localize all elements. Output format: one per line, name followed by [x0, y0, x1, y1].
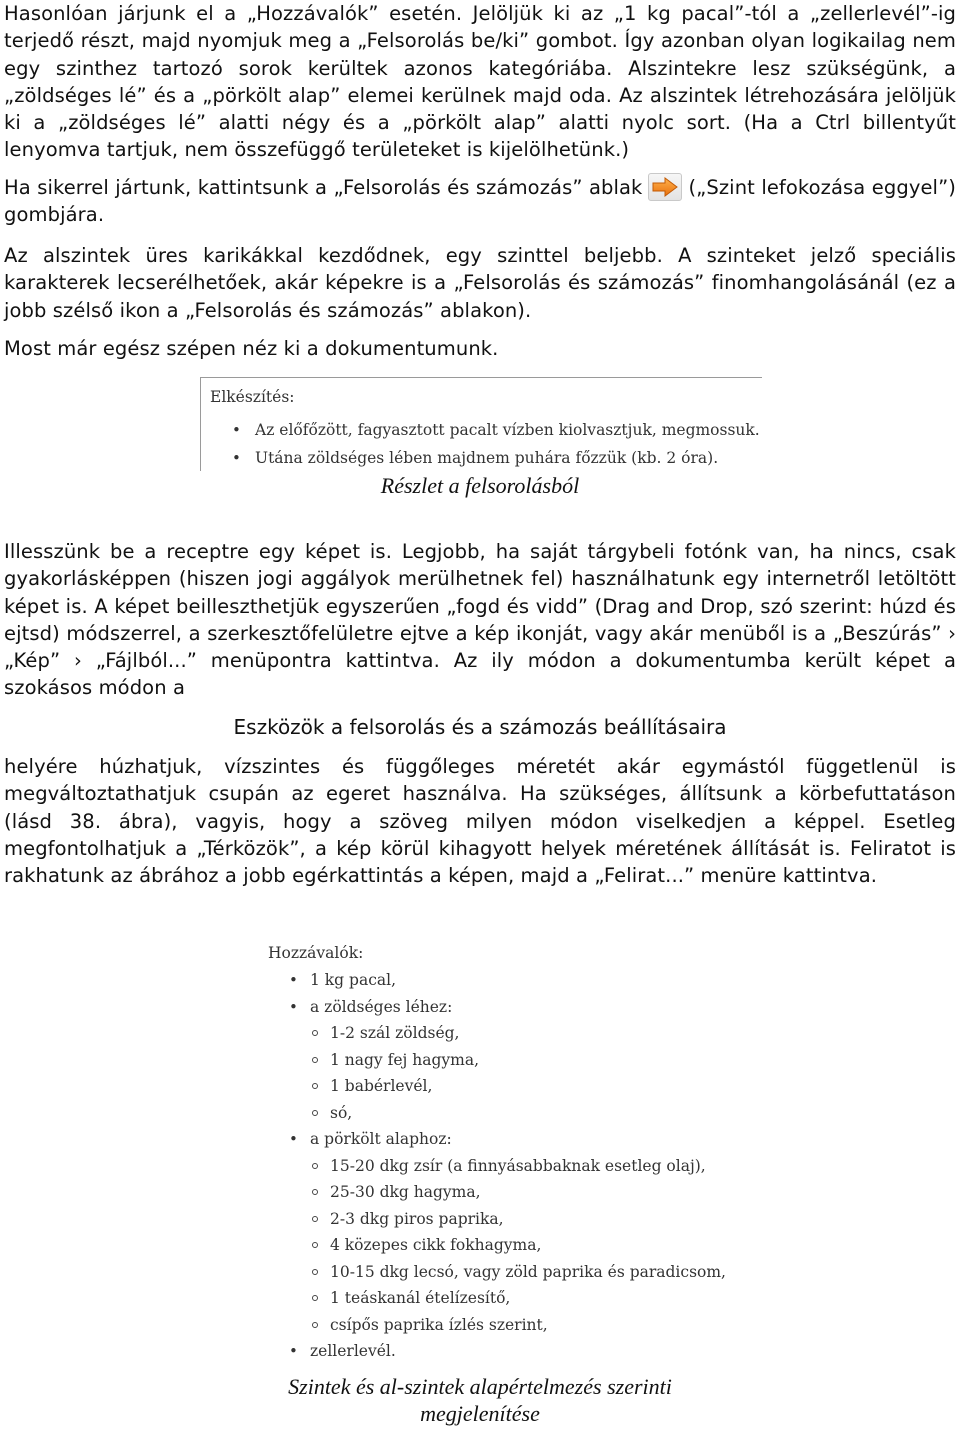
circle-bullet-icon — [312, 1110, 318, 1116]
list-item: • a zöldséges léhez: 1-2 szál zöldség, 1 nagy fej hagyma, 1 babérlevél, só, — [288, 994, 726, 1127]
paragraph-demote-before: Ha sikerrel jártunk, kattintsunk a „Felsorolás és számozás” ablak — [4, 176, 643, 199]
demote-level-button — [648, 173, 682, 201]
paragraph-document-looks-good: Most már egész szépen néz ki a dokumentumunk. — [4, 337, 499, 360]
sublist-item: 1 babérlevél, — [310, 1073, 726, 1100]
sublist-zoldseges-le — [310, 1020, 726, 1126]
paragraph-hozzavalok-instructions: Hasonlóan járjunk el a „Hozzávalók” esetén. Jelöljük ki az „1 kg pacal”-tól a „zellerlevél”-ig terjedő részt, majd nyomjuk meg a „Felsorolás be/ki” gombot. Így azonban olyan logikailag nem egy szinthez tartozó sorok kerültek azonos kategóriába. Alszintekre lesz szükségünk, a „zöldséges lé” és a „pörkölt alap” elemei kerülnek majd oda. Az alszintek létrehozására jelöljük ki a „zöldséges lé” alatti négy és a „pörkölt alap” alatti nyolc sort. (Ha a Ctrl billentyűt lenyomva tartjuk, nem összefüggő területeket is kijelölhetünk.) — [4, 2, 956, 162]
paragraph-insert-image: Illesszünk be a receptre egy képet is. Legjobb, ha saját tárgybeli fotónk van, ha nincs, csak gyakorlásképpen (hiszen jogi aggályok merülhetnek fel) használhatunk egy internetről letöltött képet is. A képet beilleszthetjük egyszerűen „fogd és vidd” (Drag and Drop, szó szerint: húzd és ejtsd) módszerrel, a szerkesztőfelületre ejtve a kép ikonját, vagy akár menüből is a „Beszúrás” › „Kép” › „Fájlból...” menüpontra kattintva. Az ily módon a dokumentumba került képet a szokásos módon a — [4, 540, 956, 700]
figure-elkeszites-list — [231, 416, 760, 472]
circle-bullet-icon — [312, 1216, 318, 1222]
circle-bullet-icon — [312, 1269, 318, 1275]
circle-bullet-icon — [312, 1242, 318, 1248]
list-item: • 1 kg pacal, — [288, 967, 726, 994]
sublist-porkolt-alap — [310, 1153, 726, 1339]
figure-caption-2-line1: Szintek és al-szintek alapértelmezés szerinti — [288, 1374, 672, 1399]
circle-bullet-icon — [312, 1057, 318, 1063]
circle-bullet-icon — [312, 1083, 318, 1089]
paragraph-sublevels: Az alszintek üres karikákkal kezdődnek, egy szinttel beljebb. A szinteket jelző speciális karakterek lecserélhetőek, akár képekre is a „Felsorolás és számozás” finomhangolásánál (ez a jobb szélső ikon a „Felsorolás és számozás” ablakon). — [4, 244, 956, 322]
bullet-icon: • — [289, 1342, 298, 1360]
paragraph-image-resize: helyére húzhatjuk, vízszintes és függőleges méretét akár egymástól függetlenül is megváltoztathatjuk csupán az egeret használva. Ha szükséges, állítsunk a körbefuttatáson (lásd 38. ábra), vagyis, hogy a szöveg milyen módon viselkedjen a képpel. Esetleg megfontolhatjuk a „Térközök”, a kép körül kihagyott helyek méretének állítását is. Feliratot is rakhatunk az ábrához a jobb egérkattintás a képen, majd a „Felirat...” menüre kattintva. — [4, 755, 956, 888]
figure-elkeszites-title: Elkészítés: — [210, 388, 295, 406]
sublist-item: 25-30 dkg hagyma, — [310, 1179, 726, 1206]
figure-elkeszites-screenshot — [200, 377, 762, 471]
circle-bullet-icon — [312, 1322, 318, 1328]
figure-hozzavalok-screenshot — [266, 940, 746, 1365]
sublist-item: 4 közepes cikk fokhagyma, — [310, 1232, 726, 1259]
circle-bullet-icon — [312, 1030, 318, 1036]
figure-caption-1: Részlet a felsorolásból — [380, 473, 580, 498]
sublist-item: 1 nagy fej hagyma, — [310, 1047, 726, 1074]
figure-caption-2-line2: megjelenítése — [420, 1401, 540, 1426]
sublist-item: csípős paprika ízlés szerint, — [310, 1312, 726, 1339]
bullet-icon: • — [232, 421, 241, 439]
bullet-icon: • — [289, 971, 298, 989]
sublist-item: 10-15 dkg lecsó, vagy zöld paprika és paradicsom, — [310, 1259, 726, 1286]
bullet-icon: • — [289, 997, 298, 1016]
sublist-item: 2-3 dkg piros paprika, — [310, 1206, 726, 1233]
ingredient-list — [288, 967, 726, 1365]
circle-bullet-icon — [312, 1189, 318, 1195]
circle-bullet-icon — [312, 1295, 318, 1301]
section-heading-tools: Eszközök a felsorolás és a számozás beállításaira — [233, 715, 727, 739]
sublist-item: 15-20 dkg zsír (a finnyásabbaknak esetleg olaj), — [310, 1153, 726, 1180]
figure-hozzavalok-title: Hozzávalók: — [268, 944, 364, 962]
bullet-icon: • — [232, 449, 241, 467]
paragraph-demote-after: („Szint lefokozása eggyel”) gombjára. — [4, 176, 956, 227]
list-item: • Az előfőzött, fagyasztott pacalt vízben kiolvasztjuk, megmossuk. — [231, 416, 760, 444]
sublist-item: 1-2 szál zöldség, — [310, 1020, 726, 1047]
arrow-right-icon — [652, 177, 678, 197]
list-item: • zellerlevél. — [288, 1338, 726, 1365]
sublist-item: 1 teáskanál ételízesítő, — [310, 1285, 726, 1312]
bullet-icon: • — [289, 1130, 298, 1148]
sublist-item: só, — [310, 1100, 726, 1127]
list-item: • a pörkölt alaphoz: 15-20 dkg zsír (a finnyásabbaknak esetleg olaj), 25-30 dkg hagyma, 2-3 dkg piros paprika, 4 közepes cikk fokhagyma, 10-15 dkg lecsó, vagy zöld paprika és paradicsom, 1 teáskanál ételízesítő, csípős paprika ízlés szerint, — [288, 1126, 726, 1338]
circle-bullet-icon — [312, 1163, 318, 1169]
list-item: • Utána zöldséges lében majdnem puhára főzzük (kb. 2 óra). — [231, 444, 760, 472]
paragraph-demote-level — [4, 174, 956, 229]
